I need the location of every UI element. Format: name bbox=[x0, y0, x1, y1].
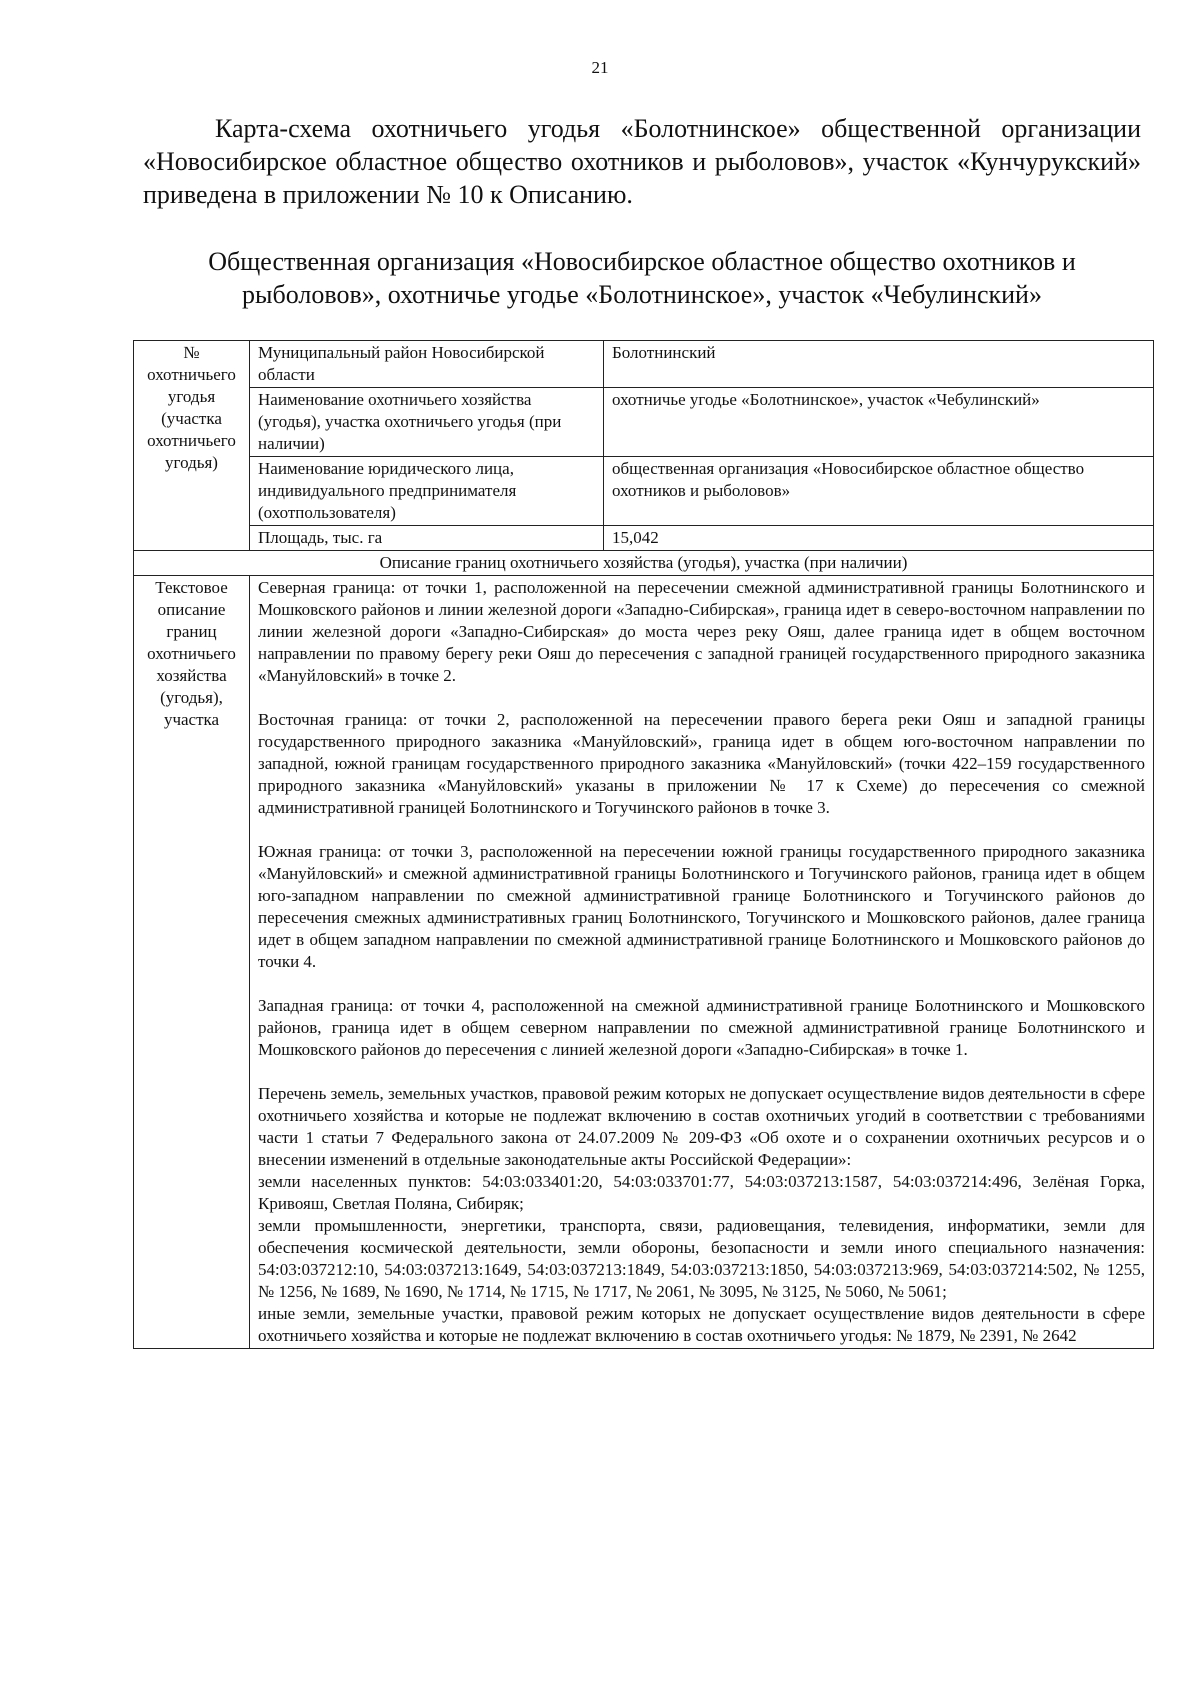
south-boundary: Южная граница: от точки 3, расположенной на пересечении южной границы государственного природного заказника «Мануйловский» и смежной административной границы Болотнинского и Тогучинского районов, граница идет в общем юго-западном направлении по смежной административной границе Болотнинского и Тогучинского районов до пересечения смежных административных границ Болотнинского, Тогучинского и Мошковского районов, далее граница идет в общем западном направлении по смежной административной границе Болотнинского и Мошковского районов до точки 4. bbox=[258, 842, 1145, 971]
table-row bbox=[134, 551, 1154, 576]
row-label: Наименование юридического лица, индивидуального предпринимателя (охотпользователя) bbox=[250, 457, 604, 526]
row-value: охотничье угодье «Болотнинское», участок «Чебулинский» bbox=[604, 388, 1154, 457]
exclusions-list bbox=[258, 1083, 1145, 1347]
west-boundary: Западная граница: от точки 4, расположенной на смежной административной границе Болотнинского и Мошковского районов, граница идет в общем северном направлении по смежной административной границе Болотнинского и Мошковского районов до пересечения с линией железной дороги «Западно-Сибирская» в точке 1. bbox=[258, 996, 1145, 1059]
table-row bbox=[134, 341, 1154, 388]
boundary-description bbox=[250, 576, 1154, 1349]
row-value: общественная организация «Новосибирское областное общество охотников и рыболовов» bbox=[604, 457, 1154, 526]
row-label: Муниципальный район Новосибирской области bbox=[250, 341, 604, 388]
row-label: Наименование охотничьего хозяйства (угодья), участка охотничьего угодья (при наличии) bbox=[250, 388, 604, 457]
exclusions-settlements: земли населенных пунктов: 54:03:033401:20, 54:03:033701:77, 54:03:037213:1587, 54:03:037214:496, Зелёная Горка, Кривояш, Светлая Поляна, Сибиряк; bbox=[258, 1172, 1145, 1213]
intro-paragraph: Карта-схема охотничьего угодья «Болотнинское» общественной организации «Новосибирское областное общество охотников и рыболовов», участок «Кунчурукский» приведена в приложении № 10 к Описанию. bbox=[143, 114, 1141, 209]
row-value: 15,042 bbox=[604, 526, 1154, 551]
east-boundary: Восточная граница: от точки 2, расположенной на пересечении правого берега реки Ояш и западной границы государственного природного заказника «Мануйловский», граница идет в общем юго-восточном направлении по западной, южной границам государственного природного заказника «Мануйловский» (точки 422–159 государственного природного заказника «Мануйловский» указаны в приложении № 17 к Схеме) до пересечения со смежной административной границей Болотнинского и Тогучинского районов в точке 3. bbox=[258, 710, 1145, 817]
section-heading: Общественная организация «Новосибирское областное общество охотников и рыболовов», охотничье угодье «Болотнинское», участок «Чебулинский» bbox=[208, 247, 1076, 309]
exclusions-intro: Перечень земель, земельных участков, правовой режим которых не допускает осуществление видов деятельности в сфере охотничьего хозяйства и которые не подлежат включению в состав охотничьих угодий в соответствии с требованиями части 1 статьи 7 Федерального закона от 24.07.2009 № 209-ФЗ «Об охоте и о сохранении охотничьих ресурсов и о внесении изменений в отдельные законодательные акты Российской Федерации»: bbox=[258, 1084, 1145, 1169]
table-row bbox=[134, 457, 1154, 526]
row-value: Болотнинский bbox=[604, 341, 1154, 388]
exclusions-other: иные земли, земельные участки, правовой режим которых не допускает осуществление видов деятельности в сфере охотничьего хозяйства и которые не подлежат включению в состав охотничьего угодья: № 1879, № 2391, № 2642 bbox=[258, 1304, 1145, 1345]
text-description-label: Текстовое описание границ охотничьего хозяйства (угодья), участка bbox=[134, 576, 250, 1349]
page-number: 21 bbox=[591, 58, 609, 77]
table-row bbox=[134, 526, 1154, 551]
hunting-ground-table bbox=[133, 340, 1154, 1349]
first-column-label: № охотничьего угодья (участка охотничьего угодья) bbox=[134, 341, 250, 551]
row-label: Площадь, тыс. га bbox=[250, 526, 604, 551]
boundary-header: Описание границ охотничьего хозяйства (угодья), участка (при наличии) bbox=[134, 551, 1154, 576]
table-row bbox=[134, 576, 1154, 1349]
north-boundary: Северная граница: от точки 1, расположенной на пересечении смежной административной границы Болотнинского и Мошковского районов и линии железной дороги «Западно-Сибирская», граница идет в северо-восточном направлении по линии железной дороги «Западно-Сибирская» до моста через реку Ояш, далее граница идет в общем восточном направлении по правому берегу реки Ояш до пересечения с западной границей государственного природного заказника «Мануйловский» в точке 2. bbox=[258, 578, 1145, 685]
table-row bbox=[134, 388, 1154, 457]
exclusions-industry: земли промышленности, энергетики, транспорта, связи, радиовещания, телевидения, информатики, земли для обеспечения космической деятельности, земли обороны, безопасности и земли иного специального назначения: 54:03:037212:10, 54:03:037213:1649, 54:03:037213:1849, 54:03:037213:1850, 54:03:037213:969, 54:03:037214:502, № 1255, № 1256, № 1689, № 1690, № 1714, № 1715, № 1717, № 2061, № 3095, № 3125, № 5060, № 5061; bbox=[258, 1216, 1145, 1301]
